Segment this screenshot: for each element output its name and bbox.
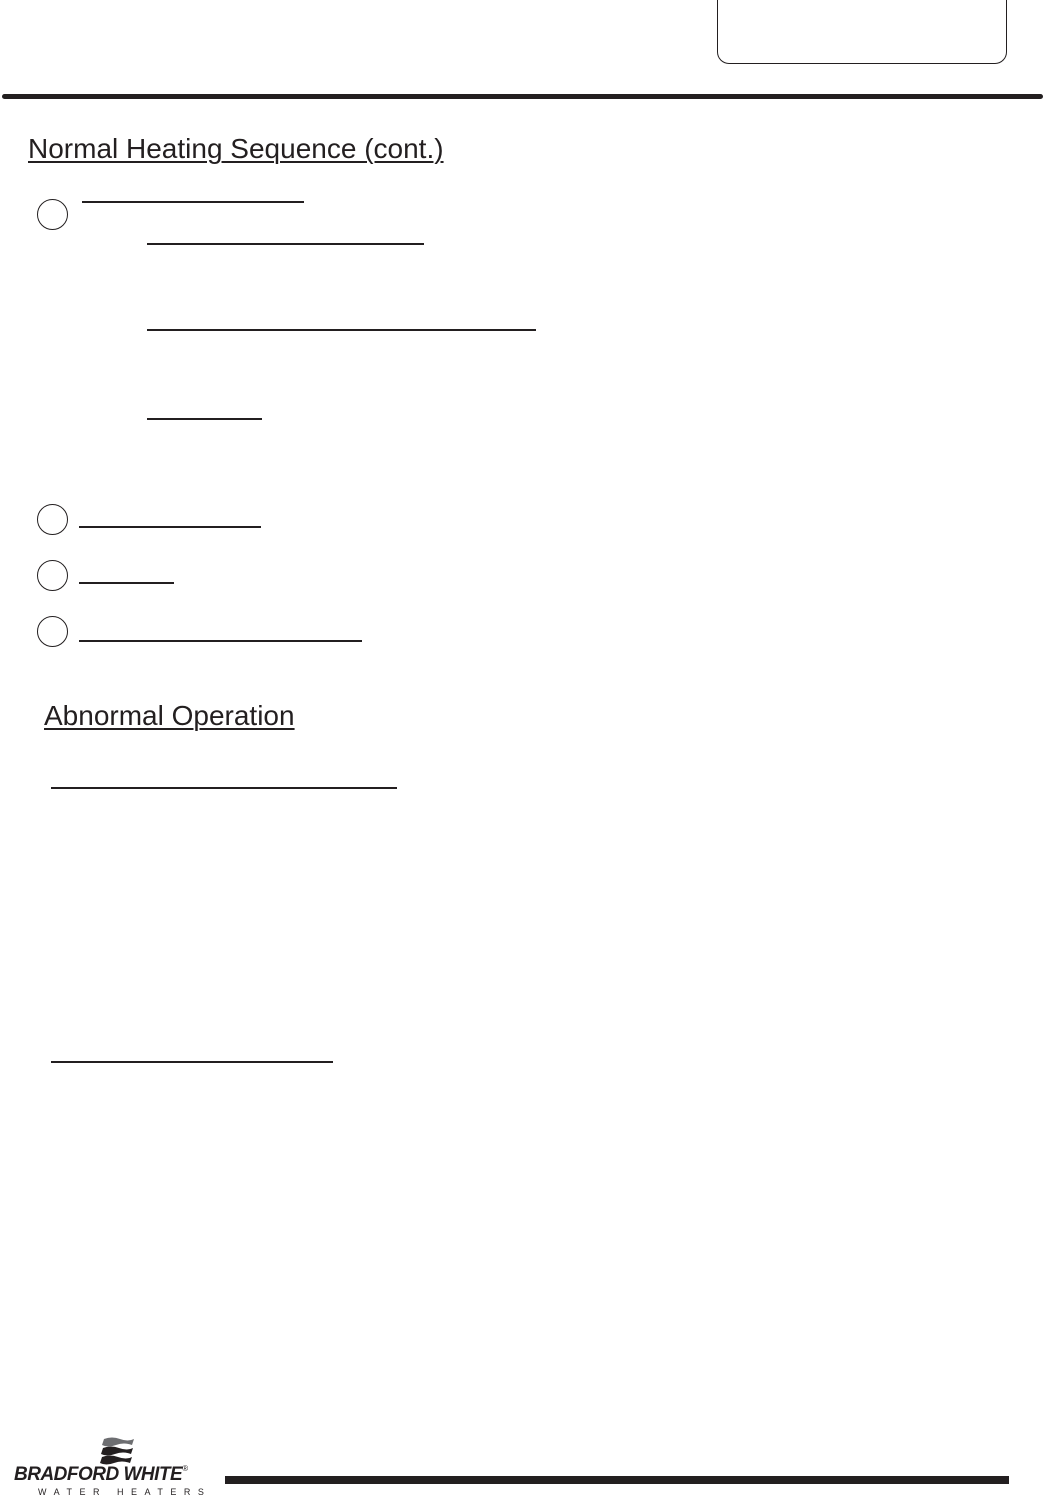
page-number-box	[717, 0, 1007, 64]
step-4-title-line	[79, 640, 362, 642]
step-1-sub-3-line	[147, 418, 262, 420]
step-4-circle	[37, 616, 68, 647]
step-2-circle	[37, 504, 68, 535]
brand-logo	[14, 1436, 214, 1500]
abnormal-sub-1-line	[51, 787, 397, 789]
step-3-title-line	[79, 582, 174, 584]
footer-rule	[225, 1476, 1009, 1484]
brand-tagline: WATER HEATERS	[38, 1487, 212, 1497]
section-title: Normal Heating Sequence (cont.)	[28, 133, 444, 164]
registered-mark: ®	[182, 1464, 189, 1473]
step-3-circle	[37, 560, 68, 591]
step-1-circle	[37, 199, 68, 230]
step-1-sub-2-line	[147, 329, 536, 331]
step-1-sub-1-line	[147, 243, 424, 245]
brand-name: BRADFORD WHITE	[14, 1464, 183, 1485]
step-1-title-line	[82, 201, 304, 203]
header-rule	[2, 94, 1043, 99]
step-2-title-line	[79, 526, 261, 528]
abnormal-title: Abnormal Operation	[44, 700, 295, 731]
abnormal-sub-2-line	[51, 1061, 333, 1063]
